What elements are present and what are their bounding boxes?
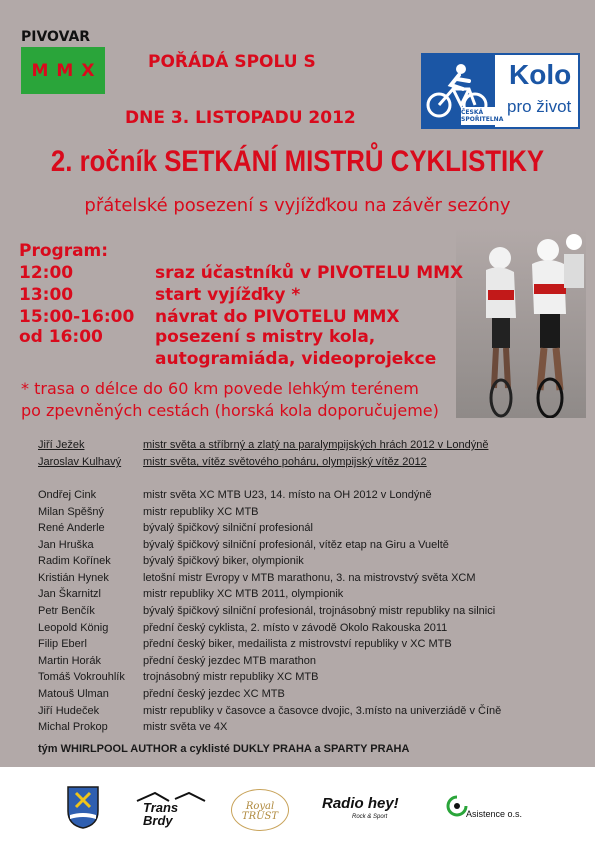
champion-desc: přední český cyklista, 2. místo v závodě Okolo Rakouska 2011: [143, 622, 448, 634]
royal-trust-text: Royal TRUST: [241, 801, 279, 822]
program-time: 15:00-16:00: [19, 307, 135, 327]
champion-name: Michal Prokop: [38, 721, 108, 733]
champion-name: Leopold König: [38, 622, 109, 634]
champion-desc: bývalý špičkový biker, olympionik: [143, 555, 304, 567]
radio-hey-text: Radio hey!: [322, 795, 399, 812]
champion-desc: bývalý špičkový silniční profesionál: [143, 522, 313, 534]
champion-name: Kristián Hynek: [38, 572, 109, 584]
date-label: DNE 3. LISTOPADU 2012: [125, 108, 356, 128]
program-label: Program:: [19, 241, 109, 261]
champion-name: Jan Škarnitzl: [38, 588, 101, 600]
champion-name: Jan Hruška: [38, 539, 94, 551]
cyclists-photo: [456, 228, 586, 418]
route-note-line1: * trasa o délce do 60 km povede lehkým terénem: [21, 379, 419, 398]
trans-brdy-text: Trans Brdy: [143, 800, 179, 828]
champion-desc: mistr světa, vítěz světového poháru, olympijský vítěz 2012: [143, 456, 427, 468]
main-title: 2. ročník SETKÁNÍ MISTRŮ CYKLISTIKY: [50, 145, 545, 178]
brand-top-text: PIVOVAR: [21, 29, 91, 45]
bank-name: ČESKÁ SPOŘITELNA: [461, 109, 504, 123]
champion-name: Martin Horák: [38, 655, 101, 667]
champion-name: Filip Eberl: [38, 638, 87, 650]
champion-desc: mistr republiky v časovce a časovce dvojic, 3.místo na univerziádě v Číně: [143, 705, 502, 717]
champion-desc: přední český jezdec MTB marathon: [143, 655, 317, 667]
co-organizer-label: POŘÁDÁ SPOLU S: [148, 52, 316, 72]
program-text: start vyjížďky *: [155, 285, 301, 305]
program-text: návrat do PIVOTELU MMX: [155, 307, 400, 327]
champion-desc: přední český biker, medailista z mistrovství republiky v XC MTB: [143, 638, 452, 650]
trans-brdy-logo: [135, 791, 207, 828]
champion-name: Radim Kořínek: [38, 555, 111, 567]
subtitle: přátelské posezení s vyjížďkou na závěr sezóny: [84, 195, 511, 216]
champion-desc: mistr republiky XC MTB: [143, 506, 259, 518]
champion-name: Jiří Ježek: [38, 439, 85, 451]
champion-name: Milan Spěšný: [38, 506, 105, 518]
asistence-text: Asistence o.s.: [466, 809, 523, 819]
pro-zivot-text: pro život: [507, 97, 572, 116]
program-time: 13:00: [19, 285, 74, 305]
radio-hey-logo: [322, 793, 414, 823]
champion-name: Matouš Ulman: [38, 688, 109, 700]
program-text: sraz účastníků v PIVOTELU MMX: [155, 263, 464, 283]
champion-desc: mistr republiky XC MTB 2011, olympionik: [143, 588, 344, 600]
route-note-line2: po zpevněných cestách (horská kola doporučujeme): [21, 401, 439, 420]
champion-name: Ondřej Cink: [38, 489, 97, 501]
champion-desc: bývalý špičkový silniční profesionál, vítěz etap na Giru a Vueltě: [143, 539, 449, 551]
mmx-logo-text: MMX: [31, 60, 103, 81]
sponsors-strip: [0, 767, 595, 842]
champion-desc: mistr světa a stříbrný a zlatý na paralympijských hrách 2012 v Londýně: [143, 439, 489, 451]
coat-of-arms-icon: [66, 785, 100, 829]
champion-desc: bývalý špičkový silniční profesionál, trojnásobný mistr republiky na silnici: [143, 605, 496, 617]
champion-name: Petr Benčík: [38, 605, 95, 617]
champion-desc: mistr světa ve 4X: [143, 721, 228, 733]
champion-name: Jaroslav Kulhavý: [38, 456, 122, 468]
program-text: autogramiáda, videoprojekce: [155, 349, 437, 369]
champion-name: Tomáš Vokrouhlík: [38, 671, 125, 683]
champion-desc: trojnásobný mistr republiky XC MTB: [143, 671, 319, 683]
asistence-icon: [446, 795, 468, 817]
kolo-pro-zivot-logo: [421, 53, 580, 129]
champion-desc: mistr světa XC MTB U23, 14. místo na OH 2012 v Londýně: [143, 489, 432, 501]
kolo-text: Kolo: [509, 59, 572, 90]
royal-trust-logo: [231, 789, 289, 831]
champion-desc: přední český jezdec XC MTB: [143, 688, 285, 700]
team-line: tým WHIRLPOOL AUTHOR a cyklisté DUKLY PRAHA a SPARTY PRAHA: [38, 743, 410, 755]
program-text: posezení s mistry kola,: [155, 327, 376, 347]
radio-hey-sub: Rock & Sport: [352, 814, 388, 820]
program-time: od 16:00: [19, 327, 103, 347]
mmx-logo: [21, 47, 105, 94]
champion-name: René Anderle: [38, 522, 105, 534]
champion-name: Jiří Hudeček: [38, 705, 100, 717]
champion-desc: letošní mistr Evropy v MTB marathonu, 3. na mistrovstvý světa XCM: [143, 572, 476, 584]
program-time: 12:00: [19, 263, 74, 283]
